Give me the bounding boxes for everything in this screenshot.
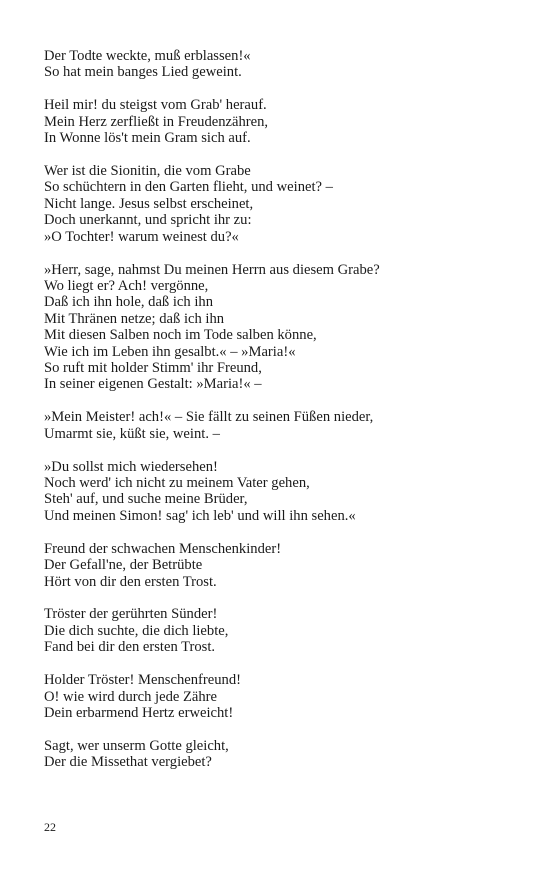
stanza xyxy=(44,738,514,771)
poem-line: Dein erbarmend Hertz erweicht! xyxy=(44,705,234,721)
poem-line: Wie ich im Leben ihn gesalbt.« – »Maria!« xyxy=(44,343,296,360)
stanza xyxy=(44,163,514,245)
poem-line: So hat mein banges Lied geweint. xyxy=(44,64,242,81)
poem-line: Der die Missethat vergiebet? xyxy=(44,754,212,771)
poem-line: Nicht lange. Jesus selbst erscheinet, xyxy=(44,195,254,212)
stanza xyxy=(44,97,514,146)
poem-line: Steh' auf, und suche meine Brüder, xyxy=(44,491,248,508)
stanza xyxy=(44,672,514,721)
poem-line: Freund der schwachen Menschenkinder! xyxy=(44,540,282,557)
poem-line: »Herr, sage, nahmst Du meinen Herrn aus diesem Grabe? xyxy=(44,261,380,278)
poem-line: Fand bei dir den ersten Trost. xyxy=(44,639,216,656)
stanza xyxy=(44,262,514,393)
poem-line: Mit Thränen netze; daß ich ihn xyxy=(44,310,225,327)
stanza xyxy=(44,48,514,81)
poem-line: O! wie wird durch jede Zähre xyxy=(44,688,218,705)
poem-line: Mein Herz zerfließt in Freudenzähren, xyxy=(44,113,269,130)
page-number: 22 xyxy=(44,820,56,834)
poem-line: Hört von dir den ersten Trost. xyxy=(44,573,217,590)
poem-line: Die dich suchte, die dich liebte, xyxy=(44,622,229,639)
poem-line: »O Tochter! warum weinest du?« xyxy=(44,228,239,245)
stanza xyxy=(44,409,514,442)
poem-text xyxy=(44,48,514,787)
poem-line: So schüchtern in den Garten flieht, und weinet? – xyxy=(44,179,333,196)
poem-line: »Du sollst mich wiedersehen! xyxy=(44,458,218,475)
poem-line: Wer ist die Sionitin, die vom Grabe xyxy=(44,163,251,180)
poem-line: Daß ich ihn hole, daß ich ihn xyxy=(44,294,214,311)
poem-line: Wo liegt er? Ach! vergönne, xyxy=(44,277,209,294)
poem-line: Umarmt sie, küßt sie, weint. – xyxy=(44,425,220,442)
stanza xyxy=(44,459,514,525)
poem-line: Mit diesen Salben noch im Tode salben könne, xyxy=(44,327,317,344)
poem-line: Holder Tröster! Menschenfreund! xyxy=(44,672,241,689)
poem-line: Tröster der gerührten Sünder! xyxy=(44,606,218,623)
poem-line: Sagt, wer unserm Gotte gleicht, xyxy=(44,737,229,754)
poem-line: In seiner eigenen Gestalt: »Maria!« – xyxy=(44,376,262,393)
stanza xyxy=(44,541,514,590)
poem-line: Noch werd' ich nicht zu meinem Vater gehen, xyxy=(44,475,310,492)
stanza xyxy=(44,606,514,655)
poem-line: In Wonne lös't mein Gram sich auf. xyxy=(44,130,251,147)
poem-line: Der Todte weckte, muß erblassen!« xyxy=(44,48,251,64)
poem-line: Doch unerkannt, und spricht ihr zu: xyxy=(44,212,252,229)
poem-line: So ruft mit holder Stimm' ihr Freund, xyxy=(44,360,262,376)
poem-line: »Mein Meister! ach!« – Sie fällt zu seinen Füßen nieder, xyxy=(44,409,374,426)
poem-line: Der Gefall'ne, der Betrübte xyxy=(44,557,203,574)
poem-line: Heil mir! du steigst vom Grab' herauf. xyxy=(44,97,267,114)
poem-line: Und meinen Simon! sag' ich leb' und will ihn sehen.« xyxy=(44,507,356,524)
